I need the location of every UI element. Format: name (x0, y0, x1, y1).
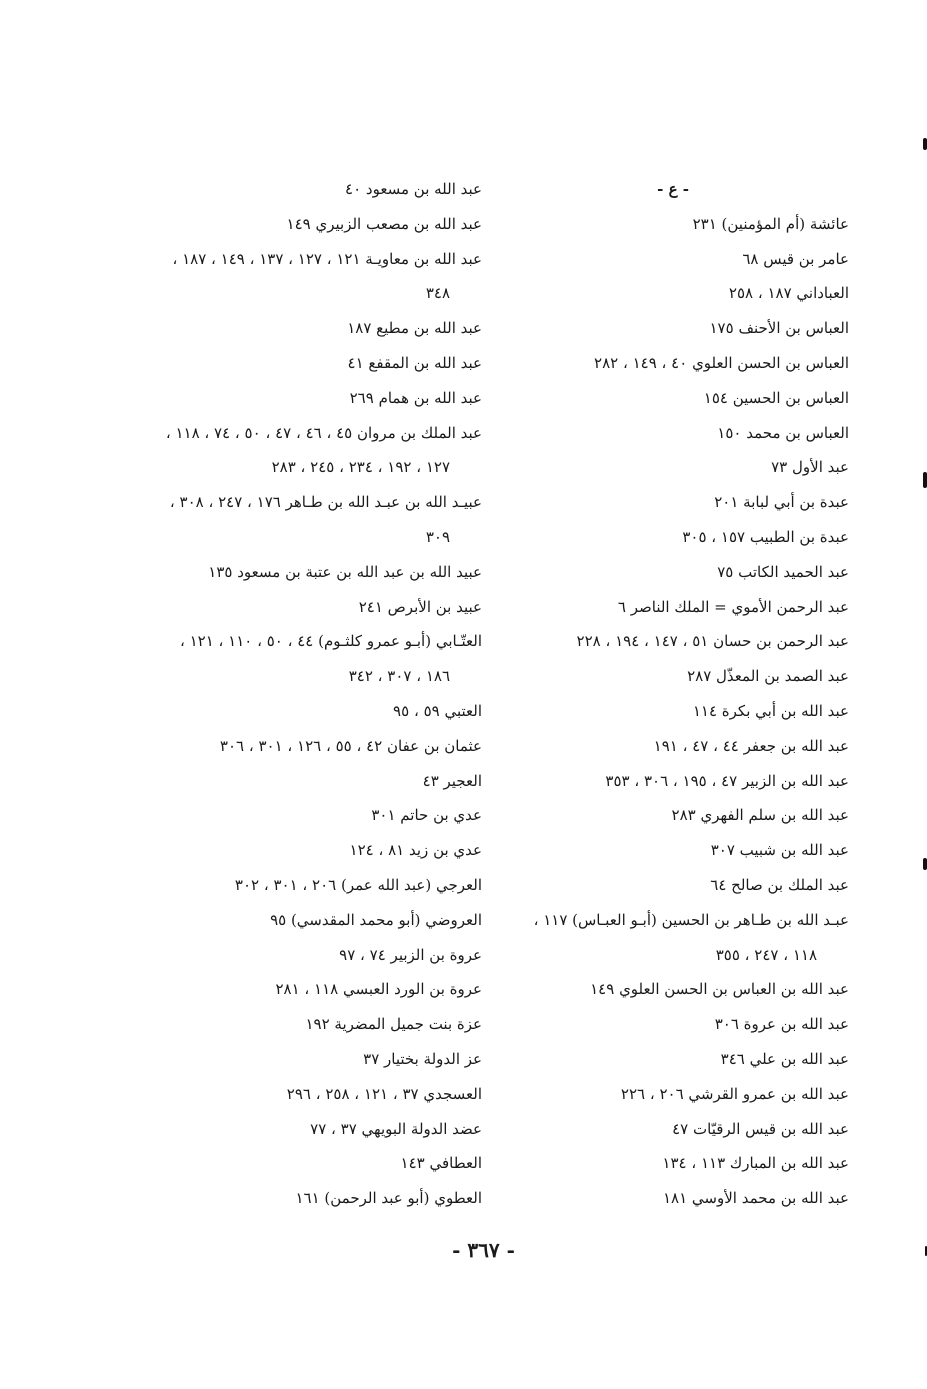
index-entry: عبـد الله بن طـاهر بن الحسين (أبـو العبـاس) ١١٧ ، (533, 910, 849, 929)
index-entry: عبد الله بن شبيب ٣٠٧ (710, 841, 849, 860)
index-entry: عبد الله بن عمرو القرشي ٢٠٦ ، ٢٢٦ (620, 1084, 849, 1103)
index-entry: عبد الله بن جعفر ٤٤ ، ٤٧ ، ١٩١ (653, 736, 849, 755)
index-entry-continuation: ١٨٦ ، ٣٠٧ ، ٣٤٢ (348, 667, 450, 686)
index-entry: العسجدي ٣٧ ، ١٢١ ، ٢٥٨ ، ٢٩٦ (286, 1084, 482, 1103)
index-entry: العطافي ١٤٣ (400, 1154, 482, 1173)
index-entry: العباداني ١٨٧ ، ٢٥٨ (728, 284, 849, 303)
index-entry: عبدة بن أبي لبابة ٢٠١ (714, 493, 849, 512)
section-letter-heading: - ع - (657, 180, 689, 198)
index-entry: عبيـد الله بن عبـد الله بن طـاهر ١٧٦ ، ٢٤٧ ، ٣٠٨ ، (169, 493, 482, 512)
index-entry: العروضي (أبو محمد المقدسي) ٩٥ (270, 910, 482, 929)
index-entry-continuation: ٣٠٩ (425, 527, 450, 546)
index-entry: عبد الملك بن مروان ٤٥ ، ٤٦ ، ٤٧ ، ٥٠ ، ٧٤ ، ١١٨ ، (165, 423, 482, 442)
index-entry: العباس بن الأحنف ١٧٥ (709, 319, 849, 338)
index-entry: عزة بنت جميل المضرية ١٩٢ (305, 1015, 482, 1034)
index-entry: عبد الله بن همام ٢٦٩ (349, 388, 482, 407)
index-entry: عبد الله بن سلم الفهري ٢٨٣ (671, 806, 849, 825)
index-entry: عبد الله بن المقفع ٤١ (347, 353, 482, 372)
index-entry: عبد الأول ٧٣ (771, 458, 849, 477)
index-entry: العباس بن الحسن العلوي ٤٠ ، ١٤٩ ، ٢٨٢ (594, 353, 849, 372)
index-entry: عبيد بن الأبرص ٢٤١ (358, 597, 482, 616)
index-entry: عروة بن الورد العبسي ١١٨ ، ٢٨١ (275, 980, 482, 999)
index-entry: عائشة (أم المؤمنين) ٢٣١ (692, 214, 849, 233)
scan-edge-mark (923, 472, 927, 488)
index-entry: عبيد الله بن عبد الله بن عتبة بن مسعود ١٣٥ (208, 562, 482, 581)
index-entry: عبدة بن الطبيب ١٥٧ ، ٣٠٥ (682, 527, 849, 546)
index-entry: عبد الرحمن الأموي = الملك الناصر ٦ (617, 597, 849, 616)
index-entry: عز الدولة بختيار ٣٧ (363, 1049, 482, 1068)
index-entry: عبد الله بن عروة ٣٠٦ (714, 1015, 849, 1034)
index-entry: عبد الله بن علي ٣٤٦ (720, 1049, 849, 1068)
index-entry: عثمان بن عفان ٤٢ ، ٥٥ ، ١٢٦ ، ٣٠١ ، ٣٠٦ (219, 736, 482, 755)
index-entry: العطوي (أبو عبد الرحمن) ١٦١ (295, 1189, 482, 1208)
index-entry: عبد الله بن أبي بكرة ١١٤ (692, 701, 849, 720)
index-entry: عبد الله بن العباس بن الحسن العلوي ١٤٩ (590, 980, 849, 999)
index-entry: العتّـابي (أبـو عمرو كلثـوم) ٤٤ ، ٥٠ ، ١١٠ ، ١٢١ ، (180, 632, 482, 651)
index-entry: عبد الله بن المبارك ١١٣ ، ١٣٤ (662, 1154, 849, 1173)
page-number: - ٣٦٧ - (452, 1238, 515, 1262)
index-entry: عبد الله بن محمد الأوسي ١٨١ (662, 1189, 849, 1208)
index-entry: عبد الملك بن صالح ٦٤ (710, 875, 849, 894)
index-column-left (137, 172, 482, 1216)
index-entry-continuation: ١٢٧ ، ١٩٢ ، ٢٣٤ ، ٢٤٥ ، ٢٨٣ (271, 458, 450, 477)
index-entry: العجير ٤٣ (422, 771, 482, 790)
scan-edge-mark (923, 858, 927, 870)
index-entry: العرجي (عبد الله عمر) ٢٠٦ ، ٣٠١ ، ٣٠٢ (234, 875, 482, 894)
index-entry: عدي بن حاتم ٣٠١ (371, 806, 482, 825)
index-entry: عدي بن زيد ٨١ ، ١٢٤ (349, 841, 482, 860)
index-entry-continuation: ١١٨ ، ٢٤٧ ، ٣٥٥ (715, 945, 817, 964)
index-entry: عبد الله بن معاويـة ١٢١ ، ١٢٧ ، ١٣٧ ، ١٤٩ ، ١٨٧ ، (172, 249, 482, 268)
index-entry: عبد الله بن الزبير ٤٧ ، ١٩٥ ، ٣٠٦ ، ٣٥٣ (605, 771, 849, 790)
index-entry: عبد الرحمن بن حسان ٥١ ، ١٤٧ ، ١٩٤ ، ٢٢٨ (576, 632, 849, 651)
index-entry: العباس بن الحسين ١٥٤ (703, 388, 849, 407)
index-entry: عبد الله بن قيس الرقيّات ٤٧ (672, 1119, 849, 1138)
index-entry: العتبي ٥٩ ، ٩٥ (393, 701, 482, 720)
index-entry: عبد الله بن مطيع ١٨٧ (347, 319, 482, 338)
index-entry: العباس بن محمد ١٥٠ (717, 423, 849, 442)
scan-edge-mark (923, 138, 927, 150)
index-entry: عبد الصمد بن المعذّل ٢٨٧ (687, 667, 849, 686)
index-entry: عبد الحميد الكاتب ٧٥ (717, 562, 849, 581)
index-entry: عضد الدولة البويهي ٣٧ ، ٧٧ (310, 1119, 482, 1138)
index-entry: عبد الله بن مسعود ٤٠ (345, 180, 482, 198)
index-column-right (499, 172, 849, 1216)
index-entry-continuation: ٣٤٨ (425, 284, 450, 303)
index-entry: عامر بن قيس ٦٨ (742, 249, 849, 268)
index-entry: عبد الله بن مصعب الزبيري ١٤٩ (286, 214, 482, 233)
index-entry: عروة بن الزبير ٧٤ ، ٩٧ (339, 945, 482, 964)
